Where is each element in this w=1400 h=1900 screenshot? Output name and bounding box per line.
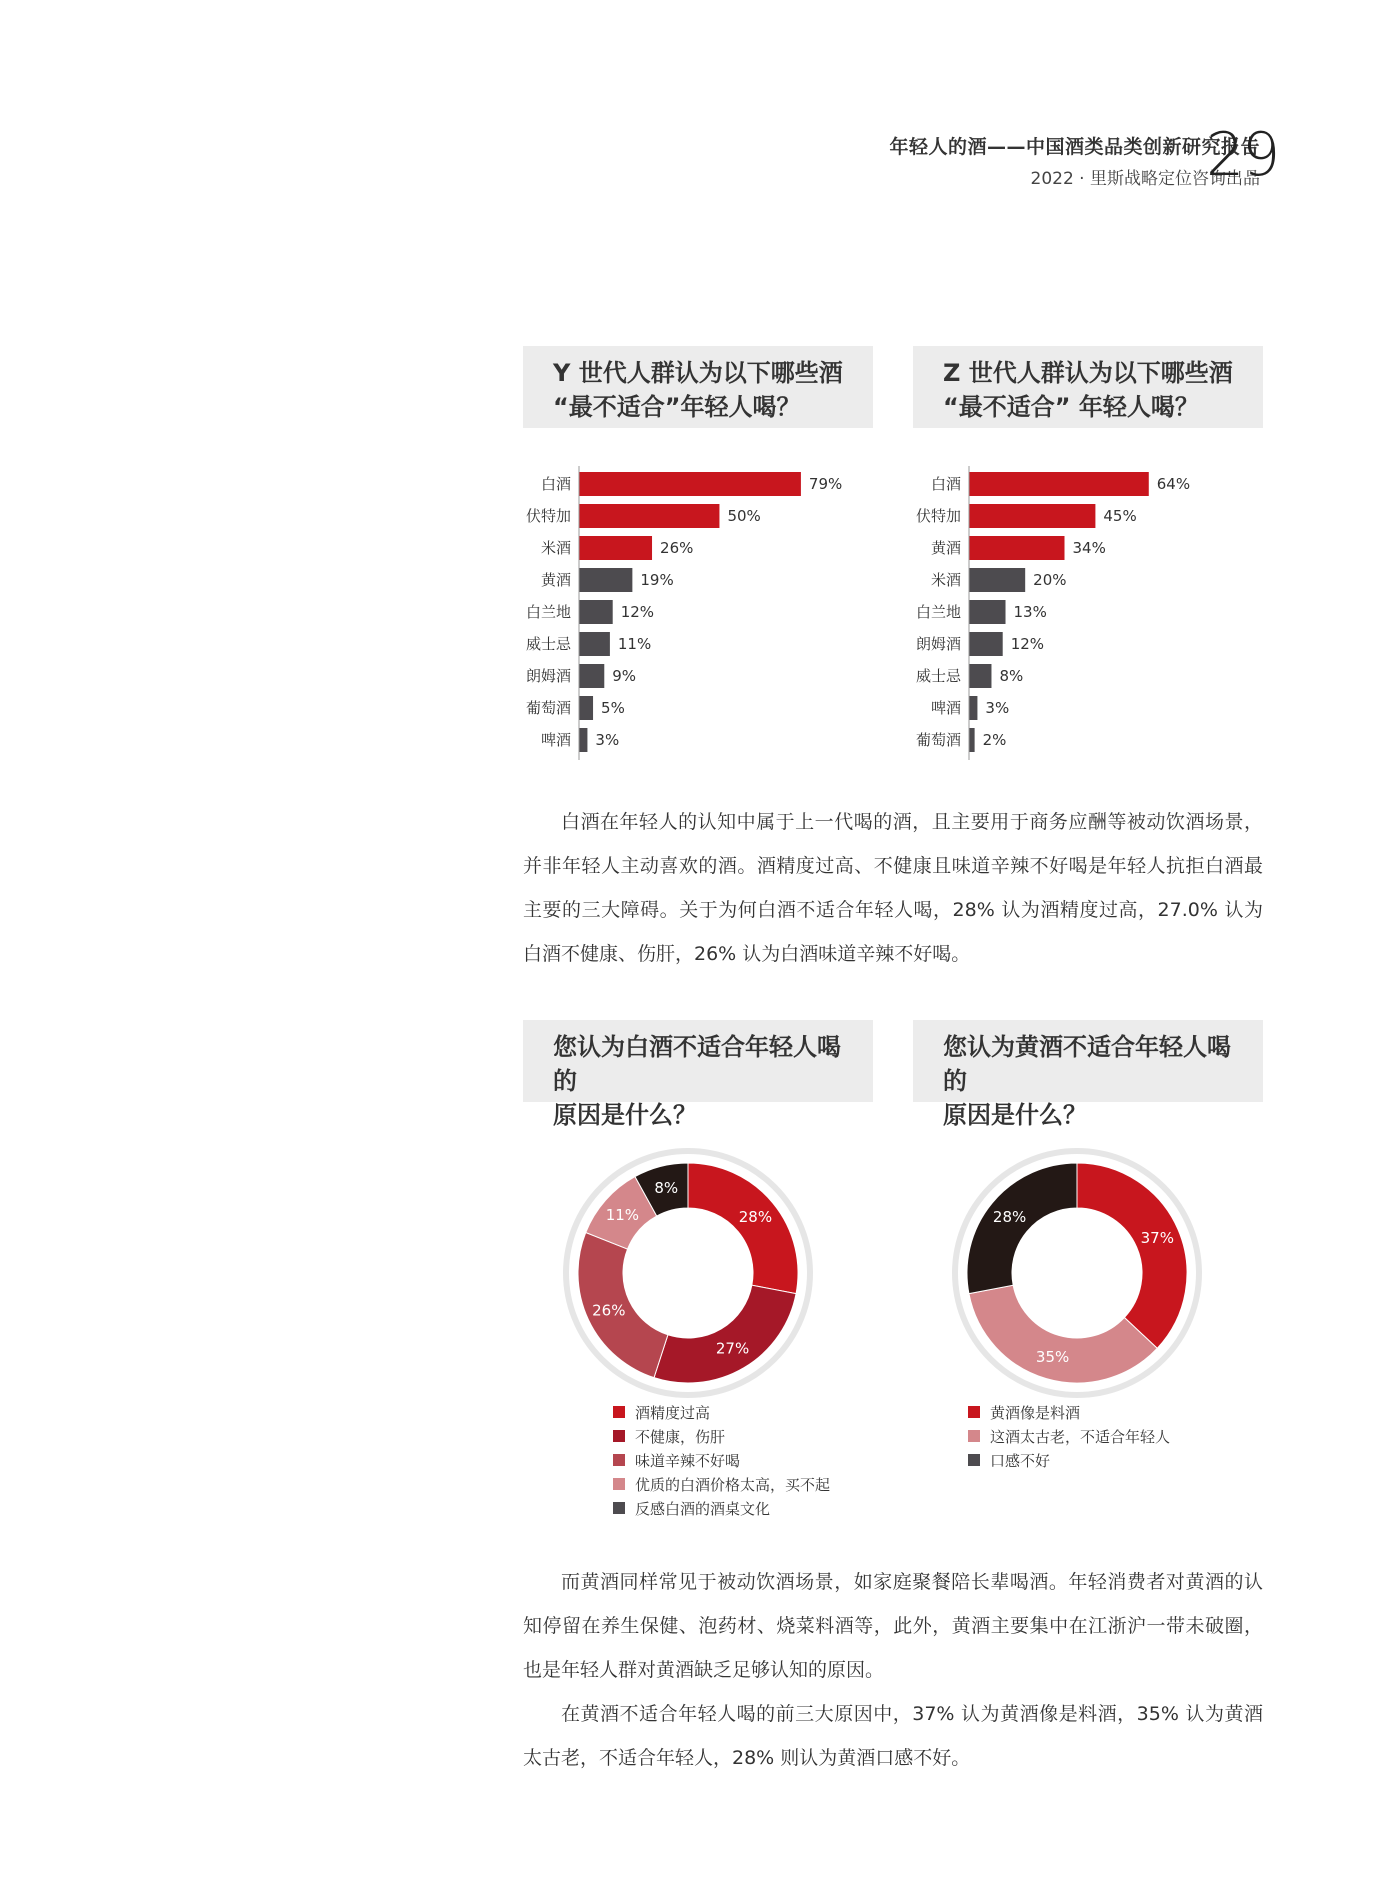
bar	[969, 632, 1003, 656]
bar-category-label: 黄酒	[540, 571, 571, 589]
bar-category-label: 米酒	[930, 571, 961, 589]
bar-value-label: 3%	[595, 731, 620, 749]
bar	[579, 504, 719, 528]
bar-category-label: 啤酒	[930, 699, 961, 717]
z-bar-title-line2: “最不适合” 年轻人喝？	[943, 393, 1199, 421]
legend-label: 味道辛辣不好喝	[635, 1451, 741, 1470]
bar-value-label: 20%	[1033, 571, 1067, 589]
bar-category-label: 威士忌	[525, 635, 571, 653]
z-bar-title-line1: Z 世代人群认为以下哪些酒	[943, 359, 1233, 387]
huangjiu-pie-panel-title	[913, 1020, 1263, 1129]
baijiu-reasons-legend	[613, 1400, 830, 1520]
bar-value-label: 3%	[985, 699, 1010, 717]
bar-value-label: 50%	[727, 507, 761, 525]
legend-item	[613, 1472, 830, 1496]
bar-category-label: 白兰地	[915, 603, 961, 621]
bar	[969, 568, 1025, 592]
bar-value-label: 26%	[660, 539, 694, 557]
report-subtitle: 2022 · 里斯战略定位咨询出品	[1030, 169, 1260, 189]
paragraph-baijiu	[523, 800, 1263, 976]
bar-value-label: 12%	[620, 603, 655, 621]
y-bar-title-line1: Y 世代人群认为以下哪些酒	[553, 359, 843, 387]
bar-value-label: 12%	[1010, 635, 1045, 653]
bar-value-label: 2%	[982, 731, 1007, 749]
y-bar-title-line2: “最不适合”年轻人喝？	[553, 393, 801, 421]
z-generation-bar-chart	[913, 460, 1273, 760]
legend-label: 不健康，伤肝	[635, 1427, 726, 1446]
bar-category-label: 白酒	[540, 475, 571, 493]
donut-slice-label: 35%	[1035, 1348, 1070, 1367]
bar-category-label: 葡萄酒	[915, 731, 961, 749]
bar	[969, 696, 977, 720]
bar-category-label: 威士忌	[915, 667, 961, 685]
bar	[969, 472, 1149, 496]
paragraph-1: 白酒在年轻人的认知中属于上一代喝的酒，且主要用于商务应酬等被动饮酒场景，并非年轻人主动喜欢的酒。酒精度过高、不健康且味道辛辣不好喝是年轻人抗拒白酒最主要的三大障碍。关于为何白酒不适合年轻人喝，28% 认为酒精度过高，27.0% 认为白酒不健康、伤肝，26% 认为白酒味道辛辣不好喝。	[523, 811, 1263, 965]
donut-slice-label: 8%	[654, 1179, 679, 1198]
donut-slice-label: 11%	[605, 1206, 640, 1225]
legend-label: 黄酒像是料酒	[990, 1403, 1081, 1422]
legend-label: 酒精度过高	[635, 1403, 711, 1422]
bar	[579, 664, 604, 688]
donut-slice-label: 28%	[992, 1208, 1027, 1227]
legend-item	[968, 1424, 1170, 1448]
y-bar-panel-title	[523, 346, 873, 428]
legend-label: 口感不好	[990, 1451, 1051, 1470]
bar-value-label: 5%	[601, 699, 625, 717]
bar	[579, 728, 587, 752]
report-title: 年轻人的酒——中国酒类品类创新研究报告	[889, 136, 1260, 158]
bar	[969, 504, 1095, 528]
baijiu-reasons-donut-chart	[563, 1148, 813, 1398]
legend-swatch	[613, 1502, 625, 1514]
legend-swatch	[613, 1430, 625, 1442]
bar-value-label: 8%	[999, 667, 1024, 685]
bar	[579, 536, 652, 560]
z-bar-panel-title	[913, 346, 1263, 428]
bar-value-label: 9%	[612, 667, 637, 685]
legend-swatch	[613, 1478, 625, 1490]
bar	[579, 568, 632, 592]
paragraph-3: 在黄酒不适合年轻人喝的前三大原因中，37% 认为黄酒像是料酒，35% 认为黄酒太古老，不适合年轻人，28% 则认为黄酒口感不好。	[523, 1703, 1263, 1769]
legend-swatch	[613, 1454, 625, 1466]
legend-swatch	[968, 1406, 980, 1418]
donut-slice-label: 26%	[592, 1301, 626, 1320]
bar-value-label: 13%	[1013, 603, 1047, 621]
bar-category-label: 黄酒	[930, 539, 961, 557]
donut-slice-label: 28%	[738, 1208, 773, 1227]
legend-item	[613, 1448, 830, 1472]
legend-item	[968, 1448, 1170, 1472]
baijiu-pie-title-line1: 您认为白酒不适合年轻人喝的	[553, 1033, 841, 1095]
bar	[969, 600, 1006, 624]
legend-item	[613, 1400, 830, 1424]
bar-category-label: 白酒	[930, 475, 961, 493]
bar-value-label: 11%	[617, 635, 652, 653]
bar	[579, 600, 613, 624]
bar-value-label: 79%	[808, 475, 843, 493]
donut-slice-label: 37%	[1140, 1229, 1174, 1248]
huangjiu-reasons-donut-chart	[952, 1148, 1202, 1398]
legend-label: 反感白酒的酒桌文化	[635, 1499, 771, 1518]
bar-value-label: 19%	[640, 571, 674, 589]
bar	[579, 472, 801, 496]
legend-item	[613, 1496, 830, 1520]
y-generation-bar-chart	[523, 460, 883, 760]
legend-item	[968, 1400, 1170, 1424]
bar	[969, 536, 1065, 560]
report-header	[889, 132, 1260, 189]
legend-swatch	[613, 1406, 625, 1418]
page-number: 29	[1206, 120, 1279, 190]
legend-swatch	[968, 1454, 980, 1466]
donut-slice-label: 27%	[715, 1339, 750, 1358]
baijiu-pie-title-line2: 原因是什么？	[553, 1101, 697, 1129]
legend-swatch	[968, 1430, 980, 1442]
bar	[969, 664, 991, 688]
paragraph-2: 而黄酒同样常见于被动饮酒场景，如家庭聚餐陪长辈喝酒。年轻消费者对黄酒的认知停留在养生保健、泡药材、烧菜料酒等，此外，黄酒主要集中在江浙沪一带未破圈，也是年轻人群对黄酒缺乏足够认知的原因。	[523, 1571, 1263, 1681]
bar-value-label: 45%	[1103, 507, 1137, 525]
bar-category-label: 朗姆酒	[525, 667, 571, 685]
bar-value-label: 64%	[1156, 475, 1191, 493]
huangjiu-reasons-legend	[968, 1400, 1170, 1472]
bar	[579, 632, 610, 656]
paragraph-huangjiu	[523, 1560, 1263, 1780]
bar	[579, 696, 593, 720]
bar-value-label: 34%	[1072, 539, 1106, 557]
legend-label: 这酒太古老，不适合年轻人	[990, 1427, 1171, 1446]
baijiu-pie-panel-title	[523, 1020, 873, 1129]
bar-category-label: 白兰地	[525, 603, 571, 621]
bar-category-label: 朗姆酒	[915, 635, 961, 653]
bar-category-label: 啤酒	[540, 731, 571, 749]
bar-category-label: 米酒	[540, 539, 571, 557]
bar	[969, 728, 975, 752]
huangjiu-pie-title-line2: 原因是什么？	[943, 1101, 1087, 1129]
bar-category-label: 伏特加	[915, 507, 961, 525]
legend-item	[613, 1424, 830, 1448]
bar-category-label: 葡萄酒	[525, 699, 571, 717]
huangjiu-pie-title-line1: 您认为黄酒不适合年轻人喝的	[943, 1033, 1231, 1095]
legend-label: 优质的白酒价格太高，买不起	[635, 1475, 831, 1494]
bar-category-label: 伏特加	[525, 507, 571, 525]
